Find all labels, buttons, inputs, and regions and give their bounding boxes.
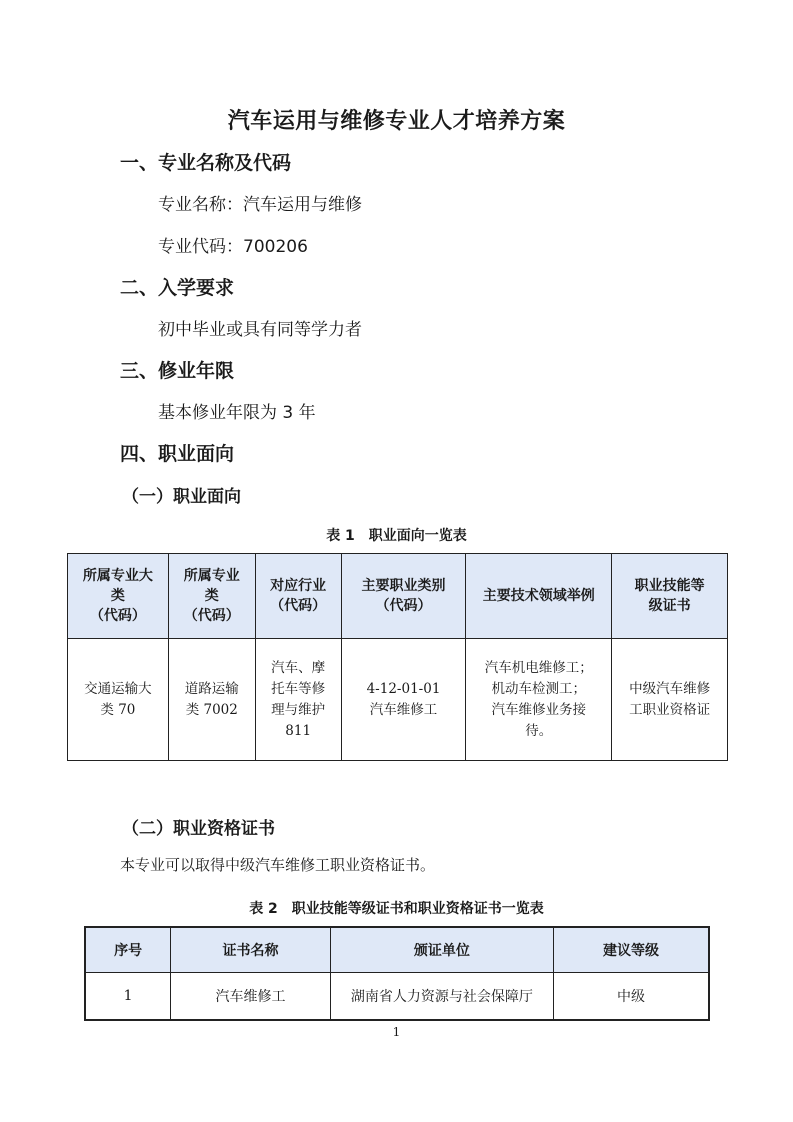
section-heading-4: 四、职业面向 <box>120 443 235 465</box>
major-name: 专业名称：汽车运用与维修 <box>158 195 362 215</box>
table-cell: 1 <box>85 973 171 1021</box>
table-header-cell: 所属专业 类 （代码） <box>168 554 255 639</box>
table-header-cell: 对应行业 （代码） <box>255 554 341 639</box>
section-heading-1: 一、专业名称及代码 <box>120 152 292 174</box>
table-cell: 中级 <box>553 973 709 1021</box>
table-cell: 交通运输大 类 70 <box>68 639 169 761</box>
table-header-cell: 颁证单位 <box>330 927 553 973</box>
table-cell: 汽车机电维修工； 机动车检测工； 汽车维修业务接 待。 <box>466 639 612 761</box>
table-header-cell: 主要职业类别 （代码） <box>341 554 466 639</box>
page-title: 汽车运用与维修专业人才培养方案 <box>227 109 566 134</box>
table-row <box>68 639 728 761</box>
table-row <box>85 973 709 1021</box>
subsection-heading-1: （一）职业面向 <box>122 487 241 507</box>
table-header-row <box>85 927 709 973</box>
table-header-cell: 职业技能等 级证书 <box>612 554 728 639</box>
page-number: 1 <box>392 1025 401 1039</box>
table-header-cell: 建议等级 <box>553 927 709 973</box>
certificate-text: 本专业可以取得中级汽车维修工职业资格证书。 <box>120 856 436 874</box>
section-heading-3: 三、修业年限 <box>120 360 235 382</box>
admission-text: 初中毕业或具有同等学力者 <box>158 320 362 340</box>
table-header-cell: 证书名称 <box>171 927 330 973</box>
table-cell: 汽车、摩 托车等修 理与维护 811 <box>255 639 341 761</box>
table-cell: 中级汽车维修 工职业资格证 <box>612 639 728 761</box>
duration-text: 基本修业年限为 3 年 <box>158 403 316 423</box>
section-heading-2: 二、入学要求 <box>120 277 235 299</box>
occupation-table <box>67 553 728 761</box>
table-header-cell: 序号 <box>85 927 171 973</box>
table-cell: 汽车维修工 <box>171 973 330 1021</box>
table-header-cell: 所属专业大 类 （代码） <box>68 554 169 639</box>
certificate-table <box>84 926 710 1021</box>
subsection-heading-2: （二）职业资格证书 <box>122 819 275 839</box>
table-header-cell: 主要技术领域举例 <box>466 554 612 639</box>
table-header-row <box>68 554 728 639</box>
table1-caption: 表 1 职业面向一览表 <box>326 528 467 544</box>
table-cell: 道路运输 类 7002 <box>168 639 255 761</box>
table2-caption: 表 2 职业技能等级证书和职业资格证书一览表 <box>249 901 544 917</box>
table-cell: 4-12-01-01 汽车维修工 <box>341 639 466 761</box>
table-cell: 湖南省人力资源与社会保障厅 <box>330 973 553 1021</box>
major-code: 专业代码：700206 <box>158 237 308 257</box>
